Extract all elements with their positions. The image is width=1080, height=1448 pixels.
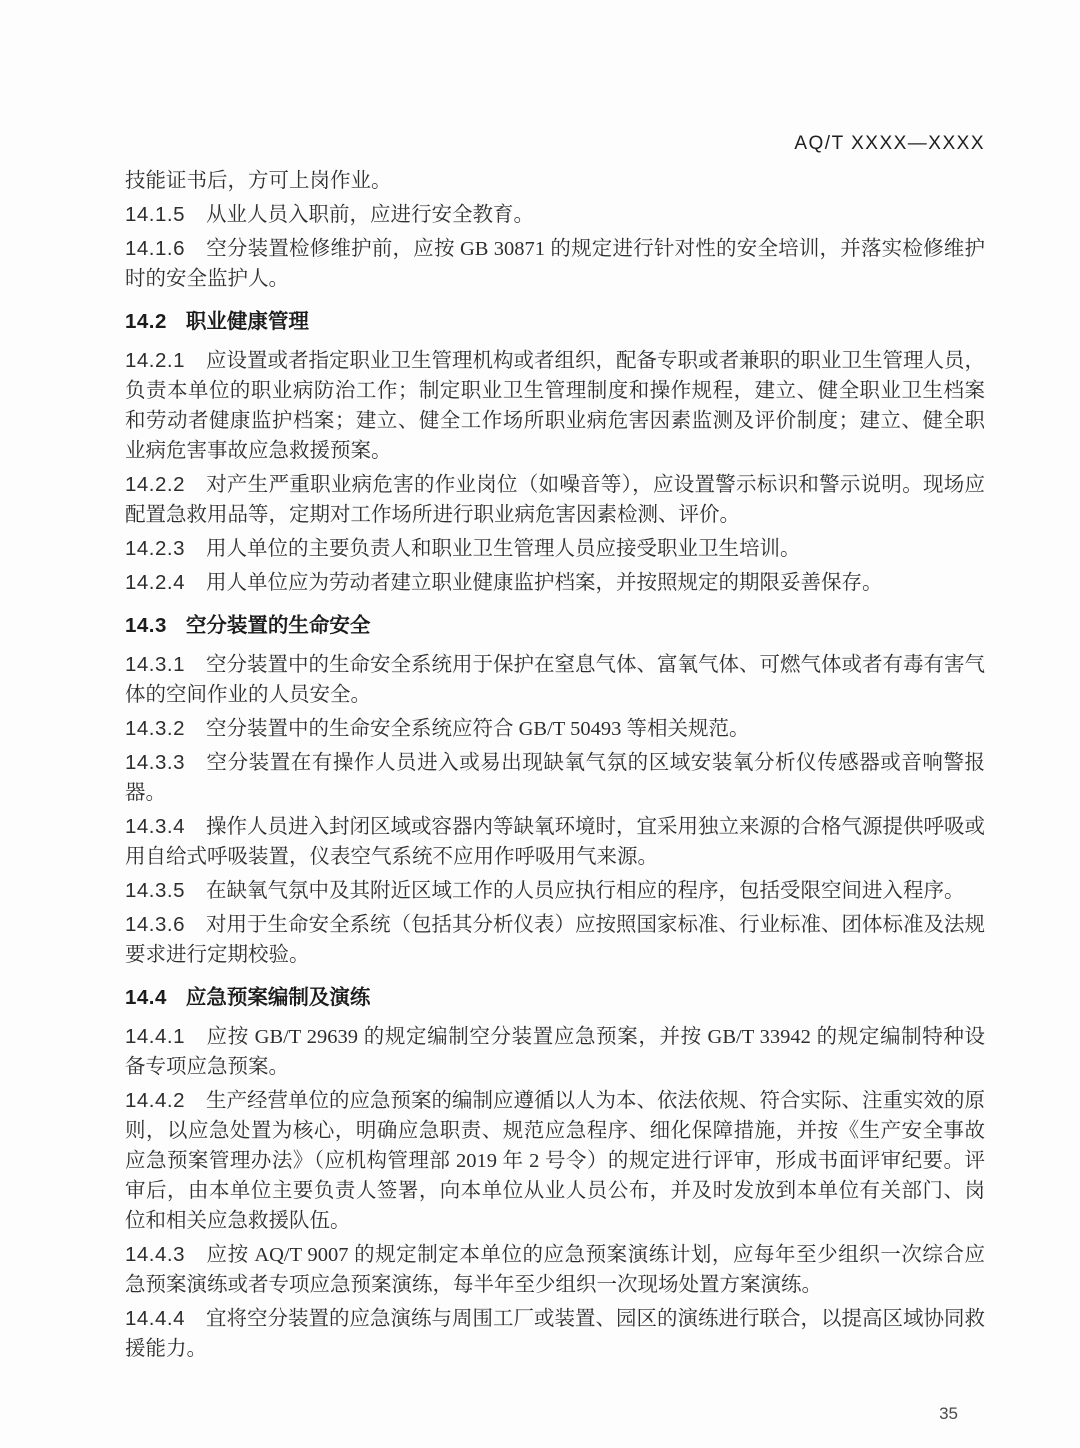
clause-text: 用人单位应为劳动者建立职业健康监护档案，并按照规定的期限妥善保存。	[206, 572, 883, 594]
clause-text: 应按 AQ/T 9007 的规定制定本单位的应急预案演练计划，应每年至少组织一次综合应急预案演练或者专项应急预案演练，每半年至少组织一次现场处置方案演练。	[125, 1244, 985, 1296]
clause-number: 14.1.6	[125, 237, 185, 260]
section-number: 14.2	[125, 310, 167, 333]
clause-paragraph	[125, 1304, 985, 1364]
clause-number: 14.1.5	[125, 203, 185, 226]
clause-text: 空分装置检修维护前，应按 GB 30871 的规定进行针对性的安全培训，并落实检修维护时的安全监护人。	[125, 238, 985, 290]
clause-paragraph	[125, 748, 985, 808]
clause-number: 14.4.1	[125, 1025, 185, 1048]
clause-number: 14.2.2	[125, 473, 185, 496]
clause-paragraph	[125, 1022, 985, 1082]
clause-text: 宜将空分装置的应急演练与周围工厂或装置、园区的演练进行联合，以提高区域协同救援能力。	[125, 1308, 985, 1360]
section-number: 14.3	[125, 614, 167, 637]
clause-text: 在缺氧气氛中及其附近区域工作的人员应执行相应的程序，包括受限空间进入程序。	[206, 880, 965, 902]
clause-number: 14.2.3	[125, 537, 185, 560]
clause-paragraph	[125, 1086, 985, 1236]
section-heading	[125, 307, 985, 337]
clause-paragraph	[125, 650, 985, 710]
clause-paragraph	[125, 910, 985, 970]
clause-paragraph	[125, 812, 985, 872]
clause-text: 用人单位的主要负责人和职业卫生管理人员应接受职业卫生培训。	[206, 538, 801, 560]
clause-paragraph	[125, 714, 985, 744]
clause-number: 14.3.6	[125, 913, 185, 936]
clause-number: 14.3.2	[125, 717, 185, 740]
clause-paragraph	[125, 166, 985, 196]
clause-number: 14.3.1	[125, 653, 185, 676]
clause-number: 14.4.3	[125, 1243, 185, 1266]
section-title-text: 职业健康管理	[185, 310, 309, 333]
clause-text: 对产生严重职业病危害的作业岗位（如噪音等），应设置警示标识和警示说明。现场应配置急救用品等，定期对工作场所进行职业病危害因素检测、评价。	[125, 474, 985, 526]
clause-text: 应按 GB/T 29639 的规定编制空分装置应急预案，并按 GB/T 33942 的规定编制特种设备专项应急预案。	[125, 1026, 985, 1078]
standard-code-header: AQ/T XXXX—XXXX	[794, 133, 985, 154]
clause-paragraph	[125, 876, 985, 906]
clause-number: 14.2.4	[125, 571, 185, 594]
clause-number: 14.3.4	[125, 815, 185, 838]
clause-text: 生产经营单位的应急预案的编制应遵循以人为本、依法依规、符合实际、注重实效的原则，以应急处置为核心，明确应急职责、规范应急程序、细化保障措施，并按《生产安全事故应急预案管理办法》（应机构管理部 2019 年 2 号令）的规定进行评审，形成书面评审纪要。评审后，由本单位主要负责人签署，向本单位从业人员公布，并及时发放到本单位有关部门、岗位和相关应急救援队伍。	[125, 1090, 985, 1232]
clause-paragraph	[125, 234, 985, 294]
clause-paragraph	[125, 568, 985, 598]
section-number: 14.4	[125, 986, 167, 1009]
section-heading	[125, 611, 985, 641]
section-title-text: 应急预案编制及演练	[185, 986, 371, 1009]
clause-paragraph	[125, 200, 985, 230]
clause-paragraph	[125, 534, 985, 564]
clause-text: 对用于生命安全系统（包括其分析仪表）应按照国家标准、行业标准、团体标准及法规要求进行定期校验。	[125, 914, 985, 966]
clause-number: 14.3.3	[125, 751, 185, 774]
clause-paragraph	[125, 470, 985, 530]
clause-text: 从业人员入职前，应进行安全教育。	[206, 204, 534, 226]
clause-text: 空分装置在有操作人员进入或易出现缺氧气氛的区域安装氧分析仪传感器或音响警报器。	[125, 752, 985, 804]
clause-text: 空分装置中的生命安全系统用于保护在窒息气体、富氧气体、可燃气体或者有毒有害气体的空间作业的人员安全。	[125, 654, 985, 706]
clause-text: 应设置或者指定职业卫生管理机构或者组织，配备专职或者兼职的职业卫生管理人员，负责本单位的职业病防治工作；制定职业卫生管理制度和操作规程，建立、健全职业卫生档案和劳动者健康监护档案；建立、健全工作场所职业病危害因素监测及评价制度；建立、健全职业病危害事故应急救援预案。	[125, 350, 985, 462]
page-number: 35	[939, 1404, 958, 1423]
clause-text: 技能证书后，方可上岗作业。	[125, 170, 392, 192]
clause-number: 14.4.2	[125, 1089, 185, 1112]
section-title-text: 空分装置的生命安全	[185, 614, 371, 637]
clause-number: 14.4.4	[125, 1307, 185, 1330]
clause-number: 14.2.1	[125, 349, 185, 372]
clause-paragraph	[125, 1240, 985, 1300]
clause-text: 操作人员进入封闭区域或容器内等缺氧环境时，宜采用独立来源的合格气源提供呼吸或用自给式呼吸装置，仪表空气系统不应用作呼吸用气来源。	[125, 816, 985, 868]
section-heading	[125, 983, 985, 1013]
clause-text: 空分装置中的生命安全系统应符合 GB/T 50493 等相关规范。	[206, 718, 750, 740]
clause-number: 14.3.5	[125, 879, 185, 902]
clause-paragraph	[125, 346, 985, 466]
document-body	[125, 166, 985, 1368]
